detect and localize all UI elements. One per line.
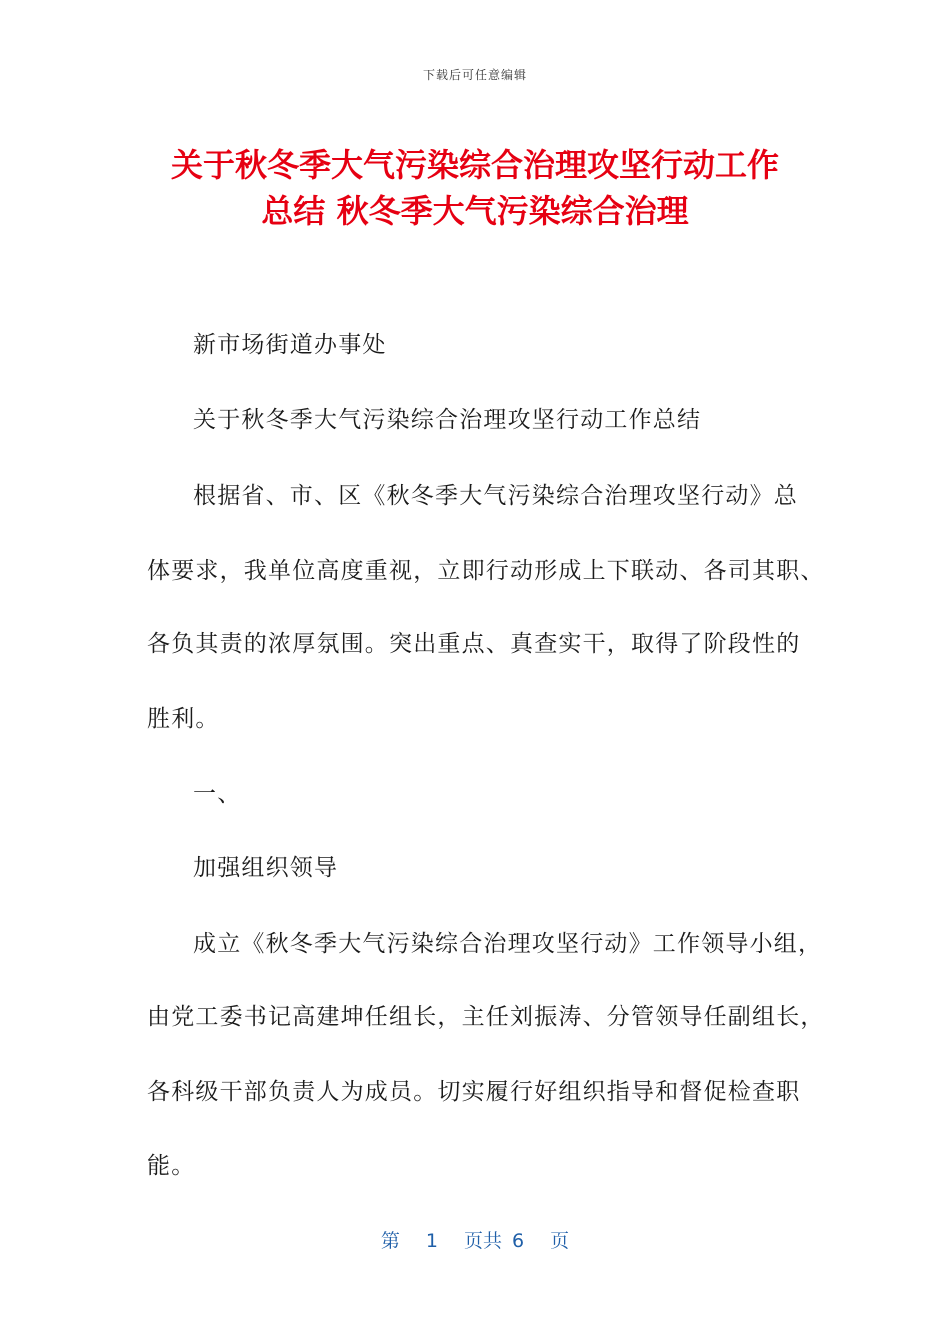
title-line-2: 总结 秋冬季大气污染综合治理 xyxy=(261,192,689,230)
summary-title-line: 关于秋冬季大气污染综合治理攻坚行动工作总结 xyxy=(193,407,702,433)
paragraph-1-line-4: 胜利。 xyxy=(147,706,220,732)
section-heading: 加强组织领导 xyxy=(193,855,339,881)
page-footer xyxy=(0,1226,950,1253)
section-number: 一、 xyxy=(193,781,242,807)
paragraph-2-line-1: 成立《秋冬季大气污染综合治理攻坚行动》工作领导小组， xyxy=(193,931,823,957)
paragraph-2-line-3: 各科级干部负责人为成员。切实履行好组织指导和督促检查职 xyxy=(147,1079,801,1105)
footer-total-pages: 6 xyxy=(512,1230,525,1252)
paragraph-1-line-3: 各负其责的浓厚氛围。突出重点、真查实干，取得了阶段性的 xyxy=(147,631,801,657)
paragraph-2-line-4: 能。 xyxy=(147,1153,196,1179)
document-title xyxy=(100,142,850,234)
footer-suffix: 页 xyxy=(550,1230,570,1252)
paragraph-1-line-2: 体要求，我单位高度重视，立即行动形成上下联动、各司其职、 xyxy=(147,558,825,584)
footer-current-page: 1 xyxy=(425,1230,438,1252)
footer-middle: 页共 xyxy=(463,1230,502,1252)
paragraph-2-line-2: 由党工委书记高建坤任组长，主任刘振涛、分管领导任副组长， xyxy=(147,1004,825,1030)
header-note: 下载后可任意编辑 xyxy=(422,68,527,82)
paragraph-1-line-1: 根据省、市、区《秋冬季大气污染综合治理攻坚行动》总 xyxy=(193,483,798,509)
org-name-line: 新市场街道办事处 xyxy=(193,332,387,358)
footer-prefix: 第 xyxy=(380,1230,400,1252)
title-line-1: 关于秋冬季大气污染综合治理攻坚行动工作 xyxy=(170,146,779,184)
